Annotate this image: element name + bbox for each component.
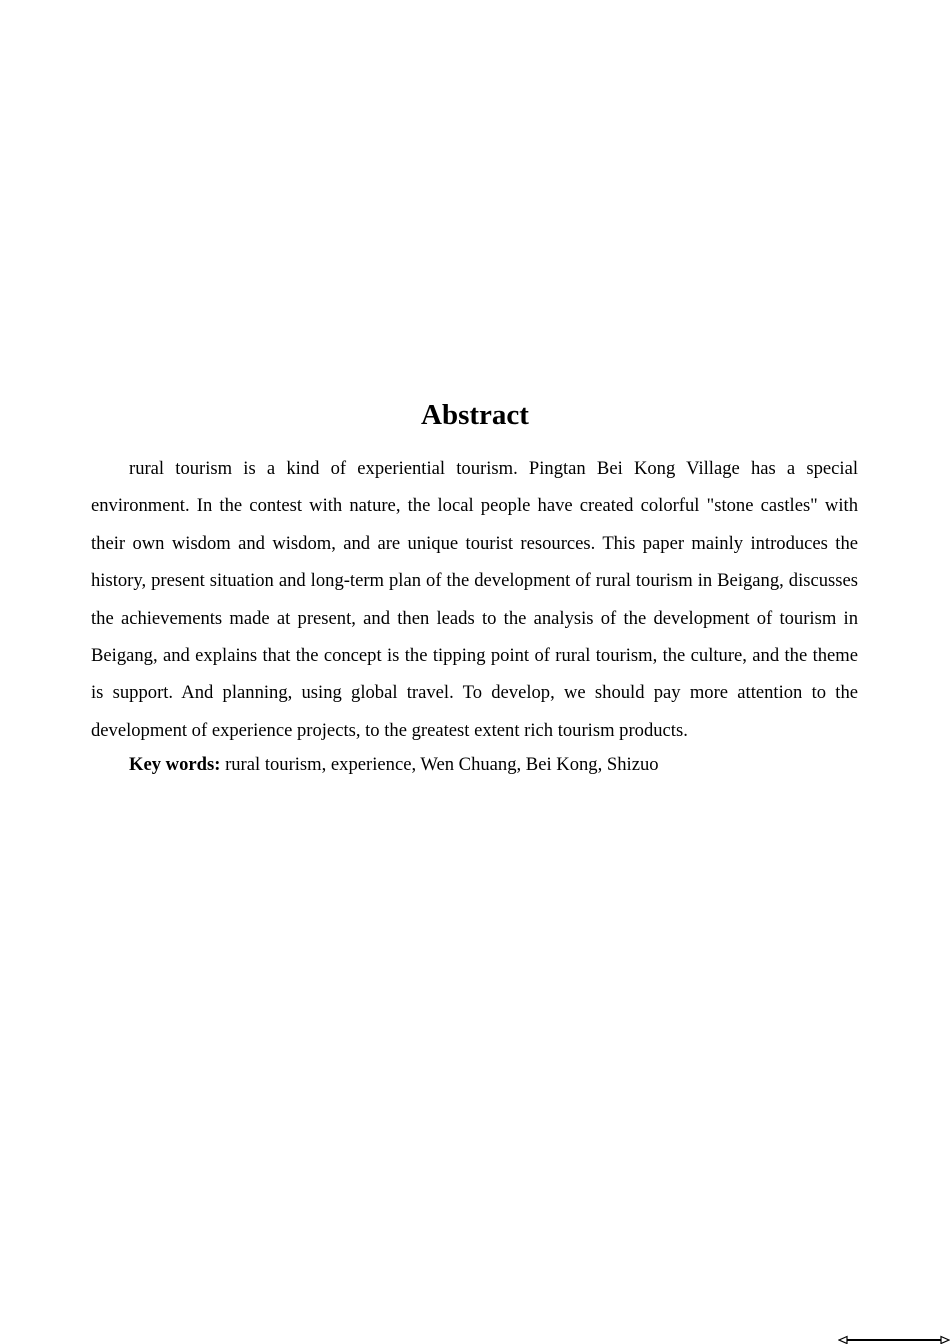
abstract-title: Abstract [421, 399, 529, 431]
keywords-label: Key words: [129, 754, 221, 775]
keywords-value: rural tourism, experience, Wen Chuang, Bei Kong, Shizuo [220, 754, 659, 775]
abstract-body: rural tourism is a kind of experiential tourism. Pingtan Bei Kong Village has a special environment. In the contest with nature, the local people have created colorful "stone castles" with their own wisdom and wisdom, and are unique tourist resources. This paper mainly introduces the history, present situation and long-term plan of the development of rural tourism in Beigang, discusses the achievements made at present, and then leads to the analysis of the development of tourism in Beigang, and explains that the concept is the tipping point of rural tourism, the culture, and the theme is support. And planning, using global travel. To develop, we should pay more attention to the development of experience projects, to the greatest extent rich tourism products. [91, 458, 858, 741]
keywords-line [91, 750, 858, 780]
double-arrow-horizontal-icon[interactable] [838, 1334, 950, 1344]
